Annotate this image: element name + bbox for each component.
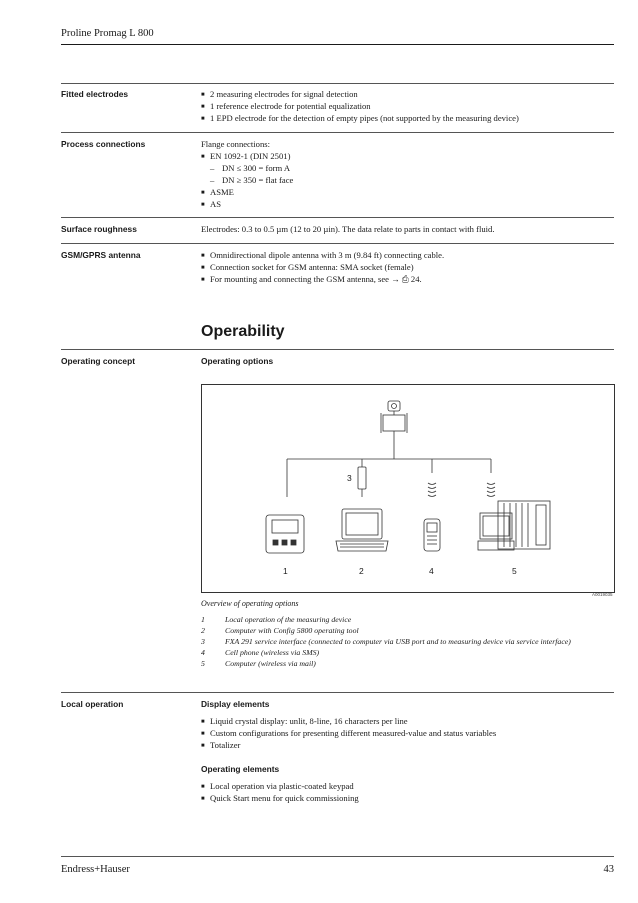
list-item: ■ 1 EPD electrode for the detection of empty pipes (not supported by the measuring device) [201, 113, 611, 125]
divider [61, 243, 614, 244]
list-item: ■ 2 measuring electrodes for signal detection [201, 89, 611, 101]
list-item: ■ ASME [201, 187, 611, 199]
list-item: ■ 1 reference electrode for potential equalization [201, 101, 611, 113]
list-intro: Flange connections: [201, 139, 270, 149]
legend-number: 1 [201, 615, 205, 624]
legend-number: 4 [201, 648, 205, 657]
laptop-icon [336, 509, 388, 551]
list-item: ■ Omnidirectional dipole antenna with 3 m (9.84 ft) connecting cable. [201, 250, 611, 262]
row-label-fitted-electrodes: Fitted electrodes [61, 89, 129, 99]
legend-text: Local operation of the measuring device [225, 615, 352, 624]
legend-text: FXA 291 service interface (connected to computer via USB port and to measuring device via service interface) [225, 637, 571, 646]
list-subitem: – DN ≤ 300 = form A [201, 163, 611, 175]
row-label-operating-concept: Operating concept [61, 356, 135, 366]
subhead-display-elements: Display elements [201, 699, 270, 709]
list-item: ■ EN 1092-1 (DIN 2501) [201, 151, 611, 163]
wireless-signal-icon [428, 483, 436, 497]
measuring-device-icon [381, 401, 407, 433]
operating-elements-list [201, 781, 611, 805]
figure-drawing [202, 385, 614, 592]
list-item: ■ For mounting and connecting the GSM antenna, see → ⎙ 24. [201, 274, 611, 286]
legend-text: Computer (wireless via mail) [225, 659, 316, 668]
service-interface-icon [358, 467, 366, 489]
legend-number: 5 [201, 659, 205, 668]
figure-caption: Overview of operating options [201, 599, 299, 608]
running-header: Proline Promag L 800 [61, 28, 154, 39]
figure-number-5: 5 [512, 566, 517, 576]
divider [61, 132, 614, 133]
list-item: ■ Quick Start menu for quick commissioning [201, 793, 611, 805]
list-subitem: – DN ≥ 350 = flat face [201, 175, 611, 187]
list-item: ■ Custom configurations for presenting different measured-value and status variables [201, 728, 611, 740]
display-elements-list [201, 716, 611, 752]
divider [61, 217, 614, 218]
figure-number-2: 2 [359, 566, 364, 576]
figure-code: A0019035 [592, 592, 613, 597]
figure-legend [201, 615, 571, 670]
section-title: Operability [201, 323, 285, 340]
figure-number-3: 3 [347, 473, 352, 483]
subhead-operating-elements: Operating elements [201, 764, 280, 774]
figure-number-4: 4 [429, 566, 434, 576]
desktop-computer-icon [478, 501, 550, 550]
subhead-operating-options: Operating options [201, 356, 274, 366]
divider [61, 349, 614, 350]
local-display-icon [266, 515, 304, 553]
divider [61, 692, 614, 693]
list-item: ■ AS [201, 199, 611, 211]
fitted-electrodes-list [201, 89, 611, 125]
divider [61, 83, 614, 84]
footer-company: Endress+Hauser [61, 864, 130, 875]
list-item: ■ Liquid crystal display: unlit, 8-line, 16 characters per line [201, 716, 611, 728]
gsm-antenna-list [201, 250, 611, 286]
legend-text: Computer with Config 5800 operating tool [225, 626, 359, 635]
footer-rule [61, 856, 614, 857]
list-item: ■ Connection socket for GSM antenna: SMA socket (female) [201, 262, 611, 274]
list-item: ■ Local operation via plastic-coated keypad [201, 781, 611, 793]
wireless-signal-icon [487, 483, 495, 497]
legend-number: 2 [201, 626, 205, 635]
page-number: 43 [603, 864, 614, 875]
cell-phone-icon [424, 519, 440, 551]
header-rule [61, 44, 614, 45]
row-label-surface-roughness: Surface roughness [61, 224, 137, 234]
surface-roughness-text: Electrodes: 0.3 to 0.5 µm (12 to 20 µin). The data relate to parts in contact with fluid. [201, 224, 495, 234]
legend-number: 3 [201, 637, 205, 646]
process-connections-list [201, 139, 611, 211]
figure-number-1: 1 [283, 566, 288, 576]
row-label-gsm-antenna: GSM/GPRS antenna [61, 250, 141, 260]
row-label-process-connections: Process connections [61, 139, 146, 149]
legend-text: Cell phone (wireless via SMS) [225, 648, 320, 657]
row-label-local-operation: Local operation [61, 699, 124, 709]
operating-options-figure [201, 384, 615, 593]
list-item: ■ Totalizer [201, 740, 611, 752]
